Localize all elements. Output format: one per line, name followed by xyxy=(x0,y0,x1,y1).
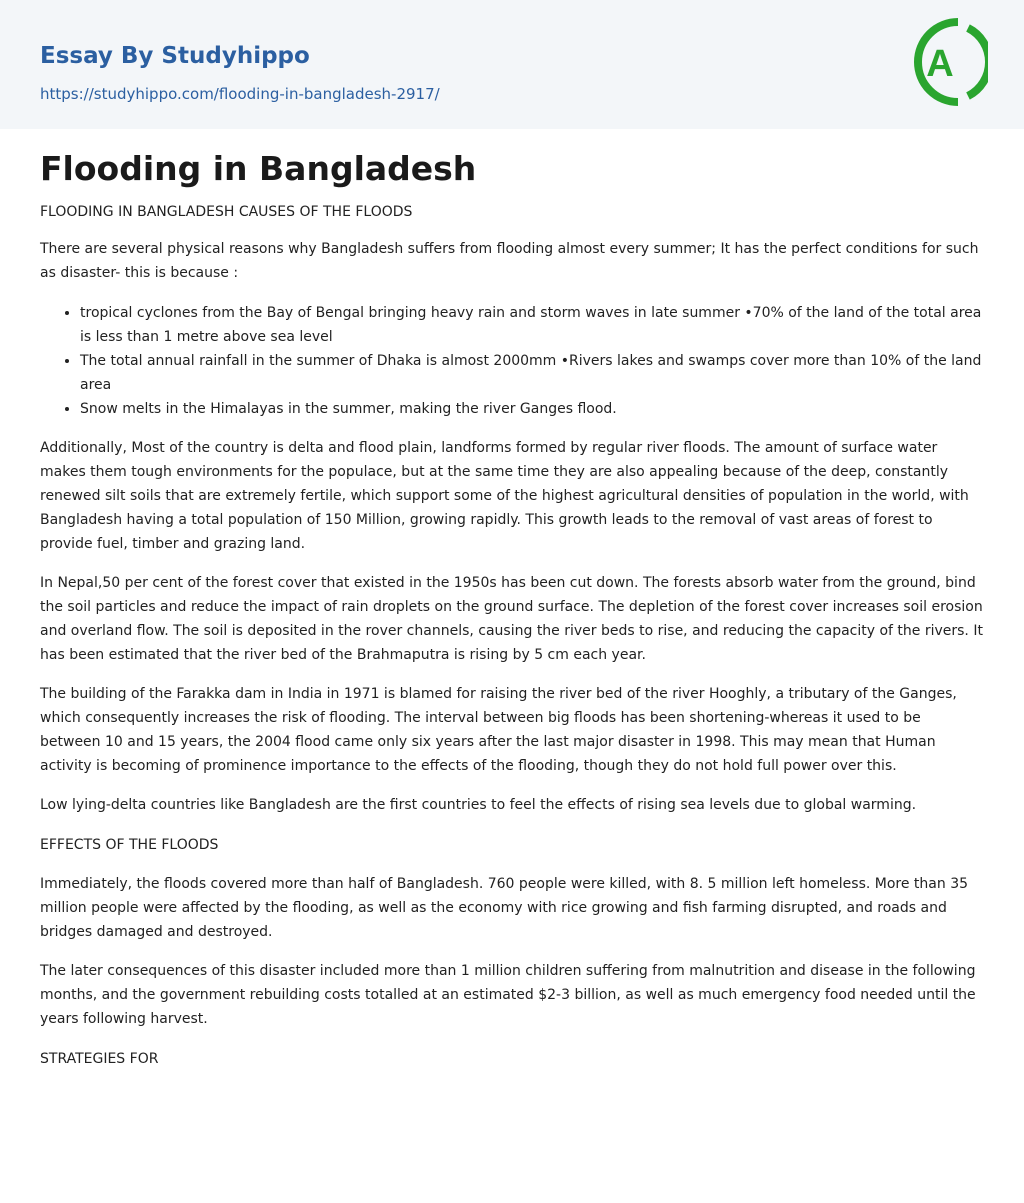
causes-list-item: • Snow melts in the Himalayas in the summer, making the river Ganges flood. xyxy=(80,397,984,421)
strategies-heading: STRATEGIES FOR xyxy=(40,1051,159,1067)
effects-heading: EFFECTS OF THE FLOODS xyxy=(40,837,219,853)
causes-list-item: • The total annual rainfall in the summer of Dhaka is almost 2000mm •Rivers lakes and swamps cover more than 10% of the land area xyxy=(80,349,984,397)
site-brand[interactable]: Essay By Studyhippo xyxy=(40,43,310,69)
effects-paragraph: Immediately, the floods covered more than half of Bangladesh. 760 people were killed, with 8. 5 million left homeless. More than 35 million people were affected by the flooding, as well as the economy with rice growing and fish farming disrupted, and roads and bridges damaged and destroyed. xyxy=(40,876,969,940)
body-paragraph: In Nepal,50 per cent of the forest cover that existed in the 1950s has been cut down. The forests absorb water from the ground, bind the soil particles and reduce the impact of rain droplets on the ground surface. The depletion of the forest cover increases soil erosion and overland flow. The soil is deposited in the rover channels, causing the river beds to rise, and reducing the capacity of the rivers. It has been estimated that the river bed of the Brahmaputra is rising by 5 cm each year. xyxy=(40,575,983,663)
causes-list xyxy=(40,301,984,421)
article-body xyxy=(0,129,1024,1071)
body-paragraph: Low lying-delta countries like Bangladesh are the first countries to feel the effects of rising sea levels due to global warming. xyxy=(40,797,917,813)
intro-paragraph: There are several physical reasons why Bangladesh suffers from flooding almost every summer; It has the perfect conditions for such as disaster- this is because : xyxy=(40,241,979,281)
source-url-link[interactable]: https://studyhippo.com/flooding-in-bangladesh-2917/ xyxy=(40,85,440,103)
article-subtitle: FLOODING IN BANGLADESH CAUSES OF THE FLOODS xyxy=(40,204,413,220)
studyhippo-logo-icon[interactable] xyxy=(910,18,988,106)
effects-paragraph: The later consequences of this disaster included more than 1 million children suffering from malnutrition and disease in the following months, and the government rebuilding costs totalled at an estimated $2-3 billion, as well as much emergency food needed until the years following harvest. xyxy=(40,963,976,1027)
logo-letter: A xyxy=(926,43,954,85)
causes-list-item: • tropical cyclones from the Bay of Bengal bringing heavy rain and storm waves in late summer •70% of the land of the total area is less than 1 metre above sea level xyxy=(80,301,984,349)
site-header xyxy=(0,0,1024,129)
body-paragraph: Additionally, Most of the country is delta and flood plain, landforms formed by regular river floods. The amount of surface water makes them tough environments for the populace, but at the same time they are also appealing because of the deep, constantly renewed silt soils that are extremely fertile, which support some of the highest agricultural densities of population in the world, with Bangladesh having a total population of 150 Million, growing rapidly. This growth leads to the removal of vast areas of forest to provide fuel, timber and grazing land. xyxy=(40,440,969,552)
page-title: Flooding in Bangladesh xyxy=(40,149,477,188)
body-paragraph: The building of the Farakka dam in India in 1971 is blamed for raising the river bed of the river Hooghly, a tributary of the Ganges, which consequently increases the risk of flooding. The interval between big floods has been shortening-whereas it used to be between 10 and 15 years, the 2004 flood came only six years after the last major disaster in 1998. This may mean that Human activity is becoming of prominence importance to the effects of the flooding, though they do not hold full power over this. xyxy=(40,686,957,774)
